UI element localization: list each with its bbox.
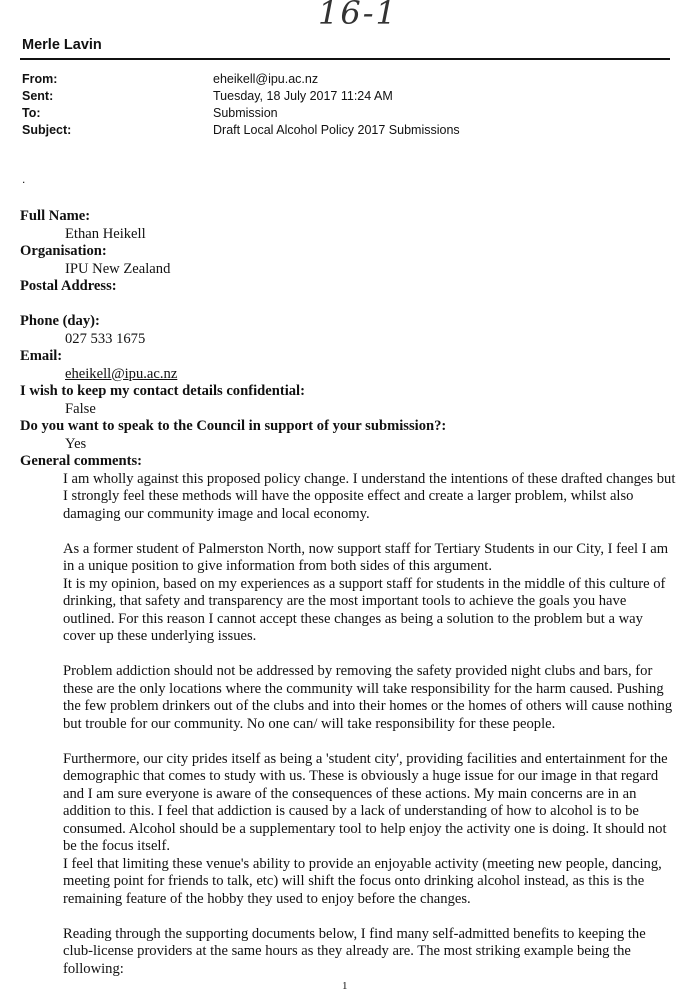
email-header-table [22,72,460,140]
comment-paragraph: As a former student of Palmerston North, now support staff for Tertiary Students in our City, I feel I am in a unique position to give information from both sides of this argument. [63,540,669,574]
phone-label: Phone (day): [20,313,100,329]
speak-label: Do you want to speak to the Council in support of your submission?: [20,418,447,434]
subject-value: Draft Local Alcohol Policy 2017 Submissions [213,123,460,137]
from-value: eheikell@ipu.ac.nz [213,72,319,86]
general-comments-body [20,471,678,979]
general-comments-label: General comments: [20,453,142,469]
to-value: Submission [213,106,278,120]
subject-label: Subject: [22,123,72,137]
submission-form [20,208,680,978]
sent-value: Tuesday, 18 July 2017 11:24 AM [213,89,393,103]
organisation-label: Organisation: [20,243,107,259]
phone-value: 027 533 1675 [65,330,146,347]
confidential-label: I wish to keep my contact details confidential: [20,383,305,399]
full-name-value: Ethan Heikell [65,225,146,242]
header-row-sent [22,89,460,106]
comment-paragraph: It is my opinion, based on my experiences as a support staff for students in the middle of this culture of drinking, that safety and transparency are the most important tools to achieve the goals you have outlined. For this reason I cannot accept these changes as being a solution to the problem but a way cover up these underlying issues. [63,575,666,644]
email-link[interactable]: eheikell@ipu.ac.nz [65,365,178,382]
to-label: To: [22,106,41,120]
organisation-value: IPU New Zealand [65,260,171,277]
comment-paragraph: Reading through the supporting documents below, I find many self-admitted benefits to keeping the club-license providers at the same hours as they already are. The most striking example being the following: [63,925,646,977]
from-label: From: [22,72,58,86]
header-divider [20,58,670,60]
handwritten-reference-number: 16-1 [318,0,398,32]
comment-paragraph: I am wholly against this proposed policy change. I understand the intentions of these drafted changes but I strongly feel these methods will have the opposite effect and create a larger problem, whilst also damaging our community image and local economy. [63,470,676,522]
email-label: Email: [20,348,63,364]
comment-paragraph: Problem addiction should not be addressed by removing the safety provided night clubs and bars, for these are the only locations where the community will take responsibility for the harm caused. Pushing the few problem drinkers out of the clubs and into their homes or the homes of others will cause nothing but trouble for our community. No one can/ will take responsibility for these people. [63,663,673,732]
postal-address-value [20,296,680,314]
page-number: 1 [342,980,348,992]
full-name-label: Full Name: [20,208,91,224]
header-row-subject [22,123,460,140]
header-row-to [22,106,460,123]
comment-paragraph: I feel that limiting these venue's ability to provide an enjoyable activity (meeting new people, dancing, meeting point for friends to talk, etc) will shift the focus onto drinking alcohol instead, as this is the remaining feature of the hobby they used to enjoy before the changes. [63,855,662,907]
confidential-value: False [65,400,96,417]
comment-paragraph: Furthermore, our city prides itself as being a 'student city', providing facilities and entertainment for the demographic that comes to study with us. These is obviously a huge issue for our image in that regard and I am sure everyone is aware of the consequences of these actions. My main concerns are in an addition to this. I feel that addiction is caused by a lack of understanding of how to alcohol is to be consumed. Alcohol should be a supplementary tool to help enjoy the activity one is doing. It should not be the focus itself. [63,750,668,854]
postal-address-label: Postal Address: [20,278,117,294]
speak-value: Yes [65,435,87,452]
header-row-from [22,72,460,89]
stray-mark: . [22,172,26,186]
sender-name: Merle Lavin [22,37,102,53]
sent-label: Sent: [22,89,54,103]
